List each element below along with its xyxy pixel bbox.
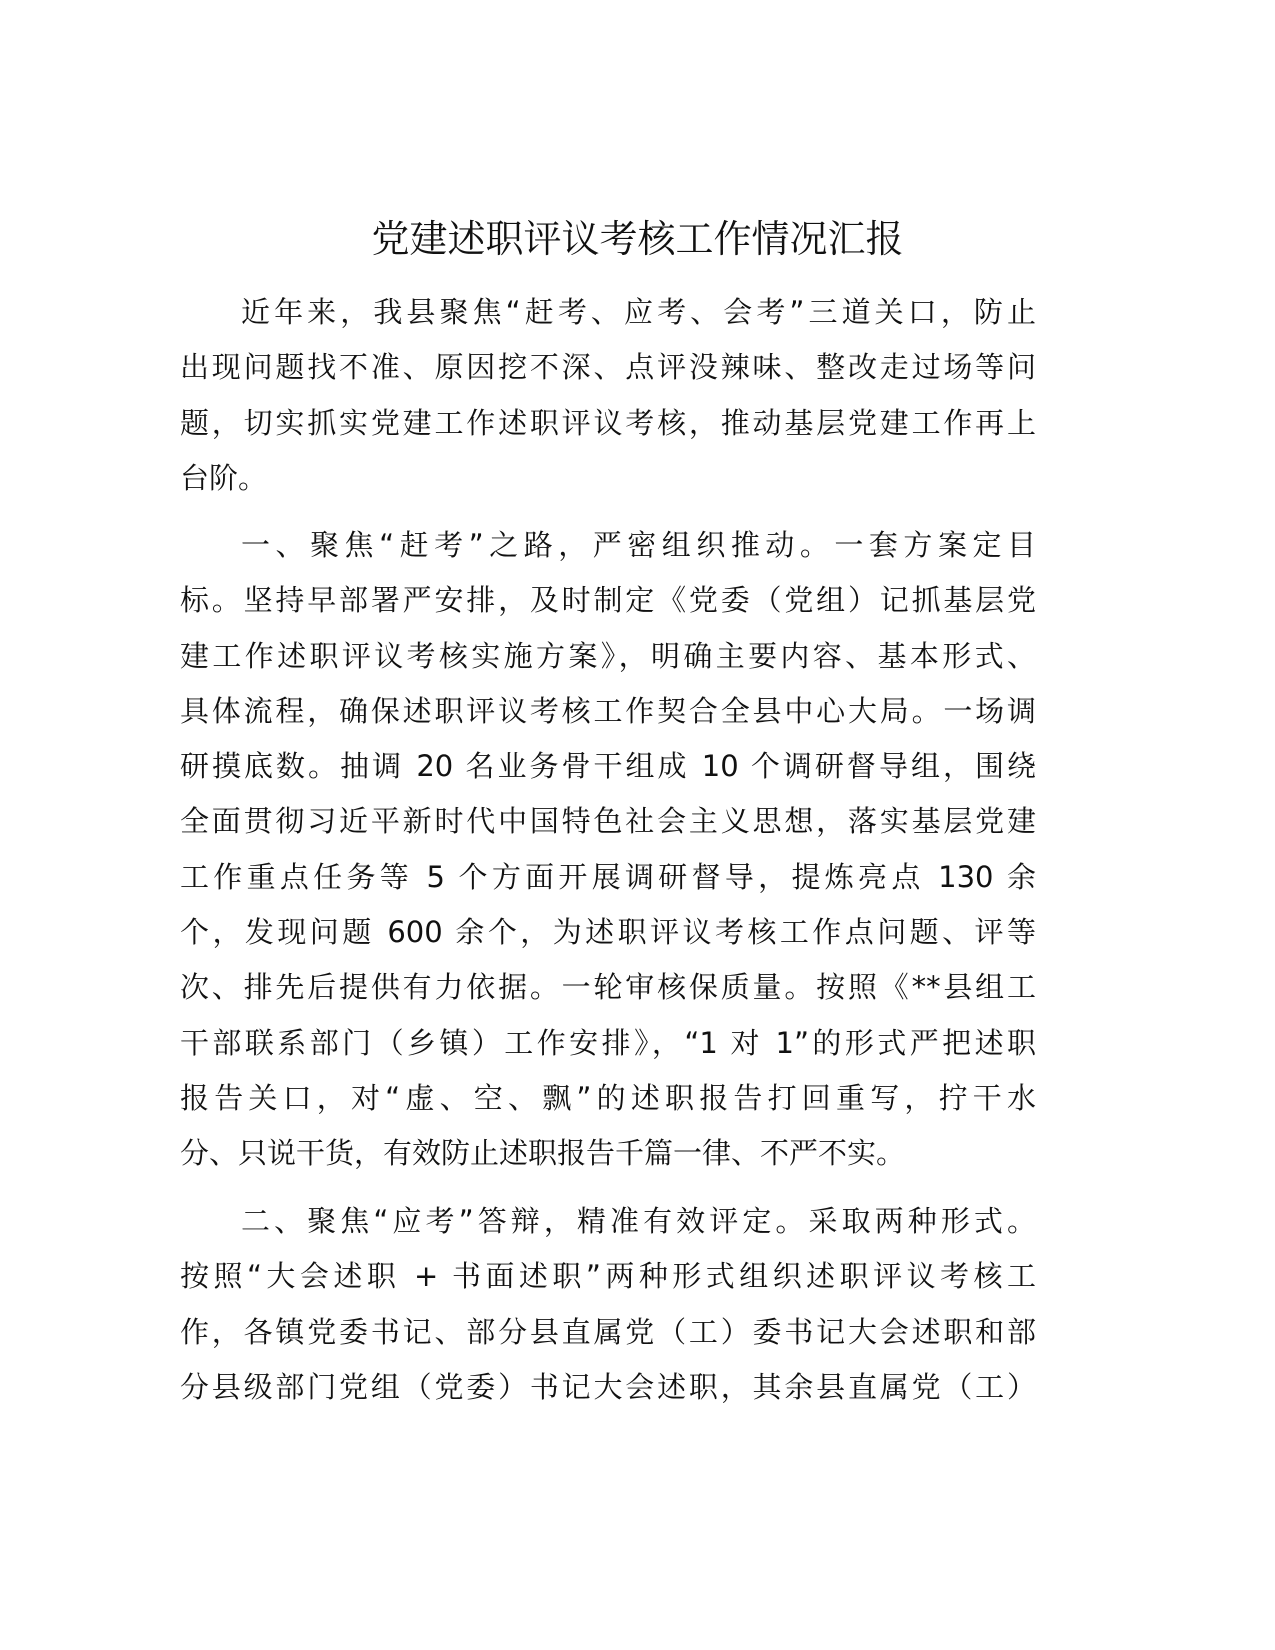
text-line: 标。坚持早部署严安排，及时制定《党委（党组）记抓基层党: [180, 583, 1036, 618]
text-line: 近年来，我县聚焦“赶考、应考、会考”三道关口，防止: [241, 295, 1036, 329]
text-line: 建工作述职评议考核实施方案》，明确主要内容、基本形式、: [180, 638, 1036, 673]
text-line: 题，切实抓实党建工作述职评议考核，推动基层党建工作再上: [180, 405, 1036, 440]
text-line: 一、聚焦“赶考”之路，严密组织推动。一套方案定目: [241, 528, 1036, 562]
document-title: 党建述职评议考核工作情况汇报: [371, 217, 904, 261]
text-line: 干部联系部门（乡镇）工作安排》，“1 对 1”的形式严把述职: [180, 1025, 1036, 1060]
text-line: 二、聚焦“应考”答辩，精准有效评定。采取两种形式。: [241, 1204, 1036, 1238]
paragraph-section-1: [180, 518, 1036, 1182]
text-line: 具体流程，确保述职评议考核工作契合全县中心大局。一场调: [180, 693, 1036, 728]
text-line: 报告关口，对“虚、空、飘”的述职报告打回重写，拧干水: [180, 1080, 1036, 1115]
text-line: 分县级部门党组（党委）书记大会述职，其余县直属党（工）: [180, 1369, 1036, 1404]
text-line: 出现问题找不准、原因挖不深、点评没辣味、整改走过场等问: [180, 350, 1036, 385]
text-line: 作，各镇党委书记、部分县直属党（工）委书记大会述职和部: [180, 1314, 1036, 1349]
text-line: 工作重点任务等 5 个方面开展调研督导，提炼亮点 130 余: [180, 859, 1036, 894]
paragraph-section-2: [180, 1194, 1036, 1415]
text-line: 台阶。: [180, 460, 268, 495]
text-line: 全面贯彻习近平新时代中国特色社会主义思想，落实基层党建: [180, 804, 1036, 839]
text-line: 研摸底数。抽调 20 名业务骨干组成 10 个调研督导组，围绕: [180, 749, 1036, 784]
text-line: 次、排先后提供有力依据。一轮审核保质量。按照《**县组工: [180, 970, 1036, 1005]
text-line: 个，发现问题 600 余个，为述职评议考核工作点问题、评等: [180, 915, 1036, 950]
text-line: 按照“大会述职 + 书面述职”两种形式组织述职评议考核工: [180, 1259, 1036, 1294]
text-line: 分、只说干货，有效防止述职报告千篇一律、不严不实。: [180, 1136, 906, 1171]
paragraph-intro: [180, 285, 1036, 506]
